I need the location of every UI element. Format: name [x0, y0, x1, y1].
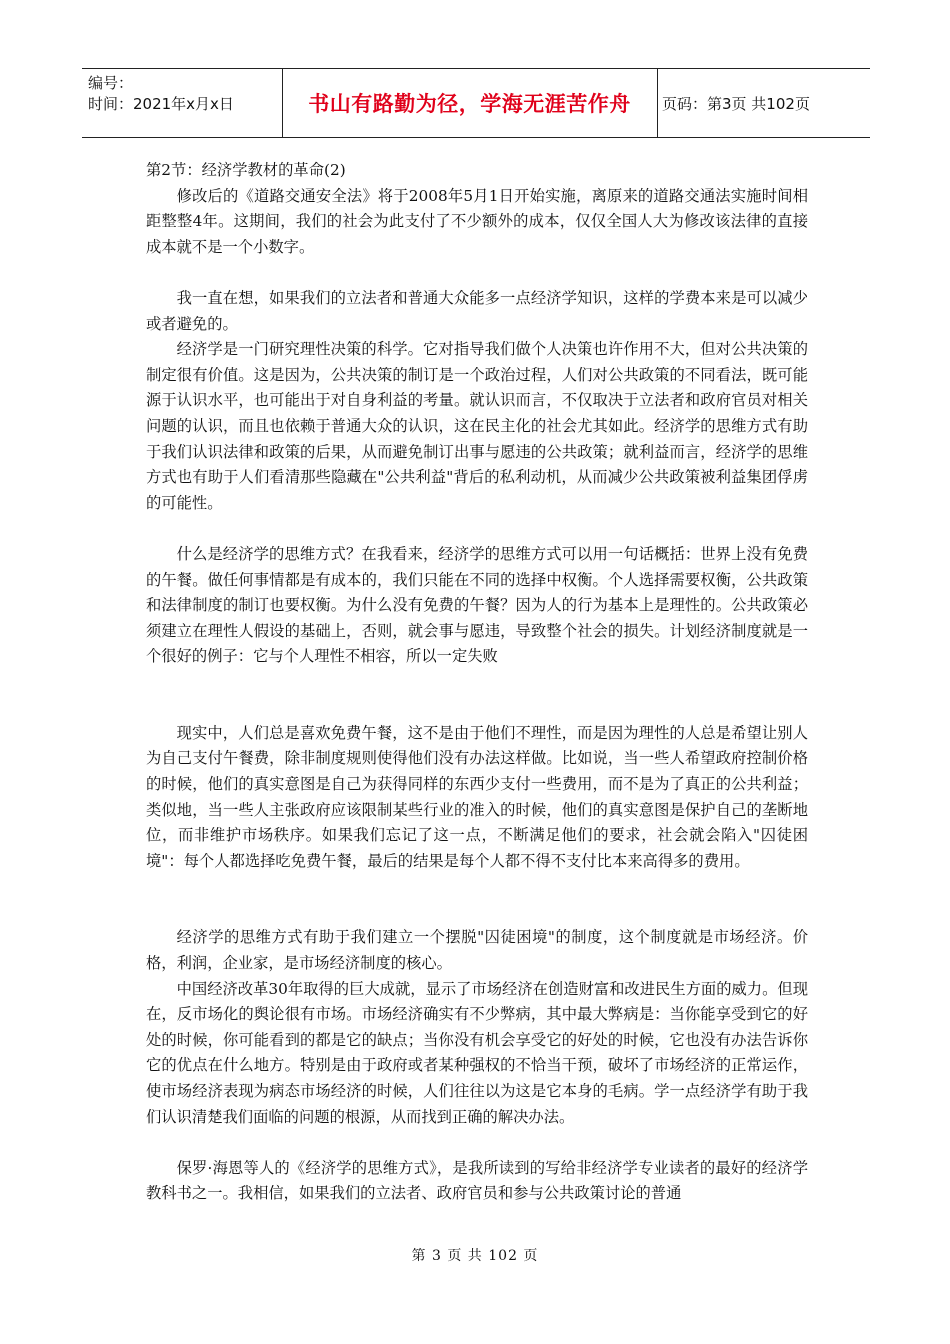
paragraph: 修改后的《道路交通安全法》将于2008年5月1日开始实施，离原来的道路交通法实施时间相距整整4年。这期间，我们的社会为此支付了不少额外的成本，仅仅全国人大为修改该法律的直接成本就不是一个小数字。 [146, 186, 808, 256]
paragraph: 我一直在想，如果我们的立法者和普通大众能多一点经济学知识，这样的学费本来是可以减少或者避免的。 [146, 288, 808, 333]
page-footer: 第 3 页 共 102 页 [411, 1248, 539, 1264]
header-motto: 书山有路勤为径，学海无涯苦作舟 [308, 92, 631, 116]
paragraph: 中国经济改革30年取得的巨大成就，显示了市场经济在创造财富和改进民生方面的威力。但现在，反市场化的舆论很有市场。市场经济确实有不少弊病，其中最大弊病是：当你能享受到它的好处的时候，你可能看到的都是它的缺点；当你没有机会享受它的好处的时候，它也没有办法告诉你它的优点在什么地方。特别是由于政府或者某种强权的不恰当干预，破坏了市场经济的正常运作，使市场经济表现为病态市场经济的时候，人们往往以为这是它本身的毛病。学一点经济学有助于我们认识清楚我们面临的问题的根源，从而找到正确的解决办法。 [146, 979, 808, 1126]
paragraph: 经济学的思维方式有助于我们建立一个摆脱"囚徒困境"的制度，这个制度就是市场经济。价格，利润，企业家，是市场经济制度的核心。 [146, 928, 808, 973]
paragraph: 经济学是一门研究理性决策的科学。它对指导我们做个人决策也许作用不大，但对公共决策的制定很有价值。这是因为，公共决策的制订是一个政治过程，人们对公共政策的不同看法，既可能源于认识水平，也可能出于对自身利益的考量。就认识而言，不仅取决于立法者和政府官员对相关问题的认识，而且也依赖于普通大众的认识，这在民主化的社会尤其如此。经济学的思维方式有助于我们认识法律和政策的后果，从而避免制订出事与愿违的公共政策；就利益而言，经济学的思维方式也有助于人们看清那些隐藏在"公共利益"背后的私利动机，从而减少公共政策被利益集团俘虏的可能性。 [146, 340, 808, 512]
blank-line [146, 874, 808, 925]
blank-line [146, 1130, 808, 1156]
paragraph: 现实中，人们总是喜欢免费午餐，这不是由于他们不理性，而是因为理性的人总是希望让别人为自己支付午餐费，除非制度规则使得他们没有办法这样做。比如说，当一些人希望政府控制价格的时候，他们的真实意图是自己为获得同样的东西少支付一些费用，而不是为了真正的公共利益；类似地，当一些人主张政府应该限制某些行业的准入的时候，他们的真实意图是保护自己的垄断地位，而非维护市场秩序。如果我们忘记了这一点，不断满足他们的要求，社会就会陷入"囚徒困境"：每个人都选择吃免费午餐，最后的结果是每个人都不得不支付比本来高得多的费用。 [146, 723, 808, 870]
page-header [82, 68, 870, 138]
header-page-info: 页码：第3页 共102页 [662, 94, 810, 113]
paragraph: 保罗·海恩等人的《经济学的思维方式》，是我所读到的写给非经济学专业读者的最好的经济学教科书之一。我相信，如果我们的立法者、政府官员和参与公共政策讨论的普通 [146, 1158, 808, 1203]
document-body [146, 158, 808, 1207]
date-label: 时间：2021年x月x日 [88, 95, 234, 113]
blank-line [146, 516, 808, 542]
serial-label: 编号： [88, 74, 134, 92]
section-title: 第2节：经济学教材的革命(2) [146, 161, 346, 179]
header-meta [88, 73, 278, 115]
blank-line [146, 260, 808, 286]
paragraph: 什么是经济学的思维方式？在我看来，经济学的思维方式可以用一句话概括：世界上没有免费的午餐。做任何事情都是有成本的，我们只能在不同的选择中权衡。个人选择需要权衡，公共政策和法律制度的制订也要权衡。为什么没有免费的午餐？因为人的行为基本上是理性的。公共政策必须建立在理性人假设的基础上，否则，就会事与愿违，导致整个社会的损失。计划经济制度就是一个很好的例子：它与个人理性不相容，所以一定失败 [146, 544, 808, 666]
header-divider [657, 69, 658, 137]
blank-line [146, 670, 808, 721]
